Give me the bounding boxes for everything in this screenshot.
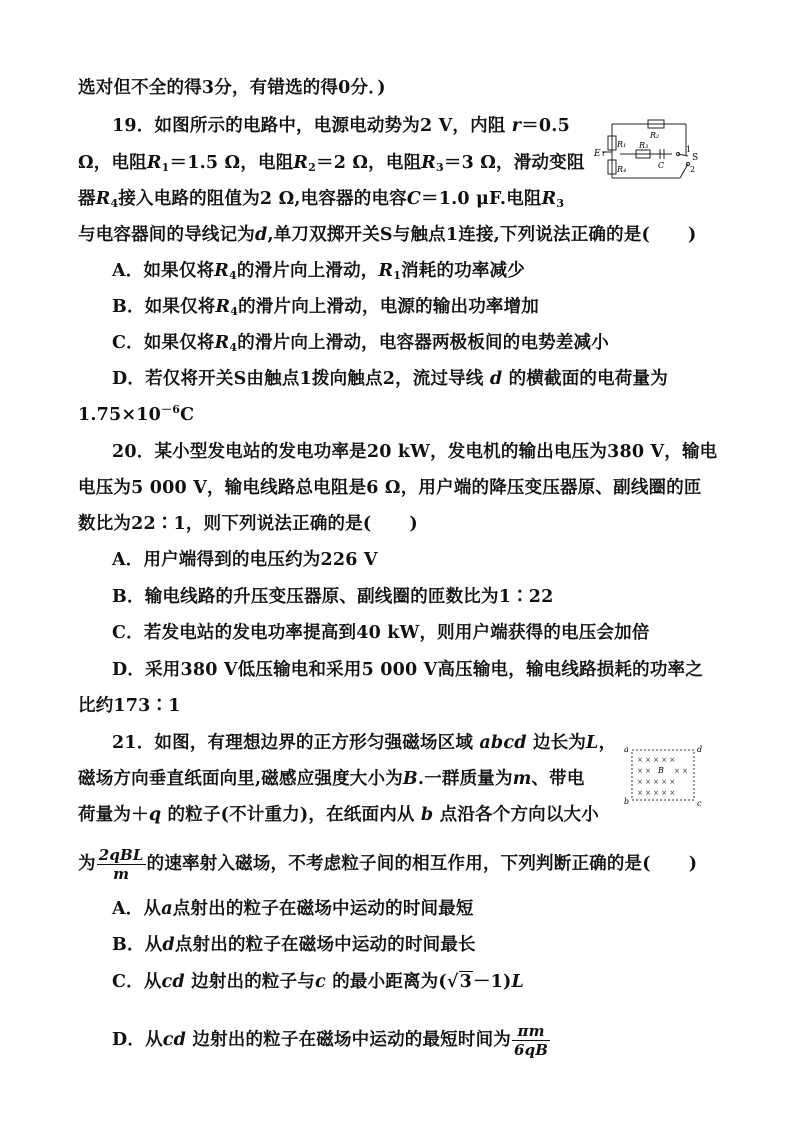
q19-line3: 器$R_4$接入电路的阻值为2 Ω,电容器的电容C＝1.0 μF.电阻$R_3$ <box>78 189 565 210</box>
q19-option-b: B．如果仅将$R_4$的滑片向上滑动，电源的输出功率增加 <box>112 297 540 318</box>
fig-label-e: E <box>594 149 601 159</box>
fig-label-2: 2 <box>690 165 696 174</box>
q21-line4: 为 $\frac{\text{2qBL}}{m}$ 的速率射入磁场，不考虑粒子间的相互作用，下列判断正确的是( ) <box>78 846 698 883</box>
fig-label-r2: R₂ <box>650 131 660 140</box>
fig-label-a: a <box>624 745 629 754</box>
fig-label-r: r <box>602 149 606 158</box>
q19-option-c: C．如果仅将$R_4$的滑片向上滑动，电容器两极板间的电势差减小 <box>112 333 609 354</box>
q20-option-a: A．用户端得到的电压约为226 V <box>112 550 378 570</box>
fig-label-c: c <box>697 799 702 808</box>
q19-line1: 19．如图所示的电路中，电源电动势为2 V，内阻 r＝0.5 <box>112 116 570 136</box>
q21-line2: 磁场方向垂直纸面向里,磁感应强度大小为B.一群质量为m、带电 <box>78 769 585 789</box>
q21-line1: 21．如图，有理想边界的正方形匀强磁场区域 abcd 边长为L， <box>112 733 617 753</box>
fig-label-c: C <box>658 161 665 170</box>
min-time-fraction: $\frac{\pi m}{6qB}$ <box>513 1022 549 1059</box>
q21-line3: 荷量为＋q 的粒子(不计重力)，在纸面内从 b 点沿各个方向以大小 <box>78 805 599 825</box>
q21-option-b: B．从d点射出的粒子在磁场中运动的时间最长 <box>112 935 476 955</box>
circuit-figure <box>590 116 710 188</box>
fig-label-r4: R₄ <box>617 165 627 174</box>
q19-line4: 与电容器间的导线记为d,单刀双掷开关S与触点1连接,下列说法正确的是( ) <box>78 225 697 245</box>
q21-option-a: A．从a点射出的粒子在磁场中运动的时间最短 <box>112 899 474 919</box>
svg-text:× ×: × × <box>637 767 651 775</box>
circuit-diagram <box>590 116 710 184</box>
fig-label-s: S <box>692 153 699 163</box>
q20-option-b: B．输电线路的升压变压器原、副线圈的匝数比为1∶22 <box>112 587 554 607</box>
svg-text:× ×: × × <box>674 767 688 775</box>
svg-text:× × × × ×: × × × × × <box>637 778 676 786</box>
q20-option-d-cont: 比约173∶1 <box>78 696 181 716</box>
fig-label-field-b: B <box>658 766 664 775</box>
q19-option-d-cont: $1.75\times 10^{-6}C$ <box>78 403 195 425</box>
q21-option-d: D．从cd 边射出的粒子在磁场中运动的最短时间为 $\frac{\pi m}{6qB}$ <box>112 1022 549 1059</box>
q20-line1: 20．某小型发电站的发电功率是20 kW，发电机的输出电压为380 V，输电 <box>112 442 718 462</box>
magnetic-field-figure <box>622 742 708 814</box>
q20-option-c: C．若发电站的发电功率提高到40 kW，则用户端获得的电压会加倍 <box>112 623 650 643</box>
svg-text:× × × × ×: × × × × × <box>637 789 676 797</box>
fig-label-r1: R₁ <box>617 140 627 149</box>
q21-option-c: C．从cd 边射出的粒子与c 的最小距离为(√3－1)L <box>112 972 525 992</box>
q19-option-d: D．若仅将开关S由触点1拨向触点2，流过导线 d 的横截面的电荷量为 <box>112 369 668 389</box>
q20-option-d: D．采用380 V低压输电和采用5 000 V高压输电，输电线路损耗的功率之 <box>112 660 703 680</box>
q19-option-a: A．如果仅将$R_4$的滑片向上滑动，$R_1$消耗的功率减少 <box>112 261 526 282</box>
q19-line2: Ω，电阻$R_1=1.5$ Ω，电阻$R_2=2$ Ω，电阻$R_3=3$ Ω，滑动变阻 <box>78 153 585 174</box>
fig-label-b: b <box>624 797 630 806</box>
q20-line3: 数比为22∶1，则下列说法正确的是( ) <box>78 514 418 534</box>
fig-label-d: d <box>697 745 703 754</box>
fig-label-r3: R₃ <box>639 141 649 150</box>
magnetic-field-diagram <box>622 742 708 810</box>
intro-line: 选对但不全的得3分，有错选的得0分．) <box>78 78 386 98</box>
speed-fraction: $\frac{\text{2qBL}}{m}$ <box>98 846 144 883</box>
fig-label-1: 1 <box>686 145 692 154</box>
q20-line2: 电压为5 000 V，输电线路总电阻是6 Ω，用户端的降压变压器原、副线圈的匝 <box>78 478 702 498</box>
svg-text:× × × × ×: × × × × × <box>637 756 676 764</box>
field-crosses <box>637 756 688 797</box>
